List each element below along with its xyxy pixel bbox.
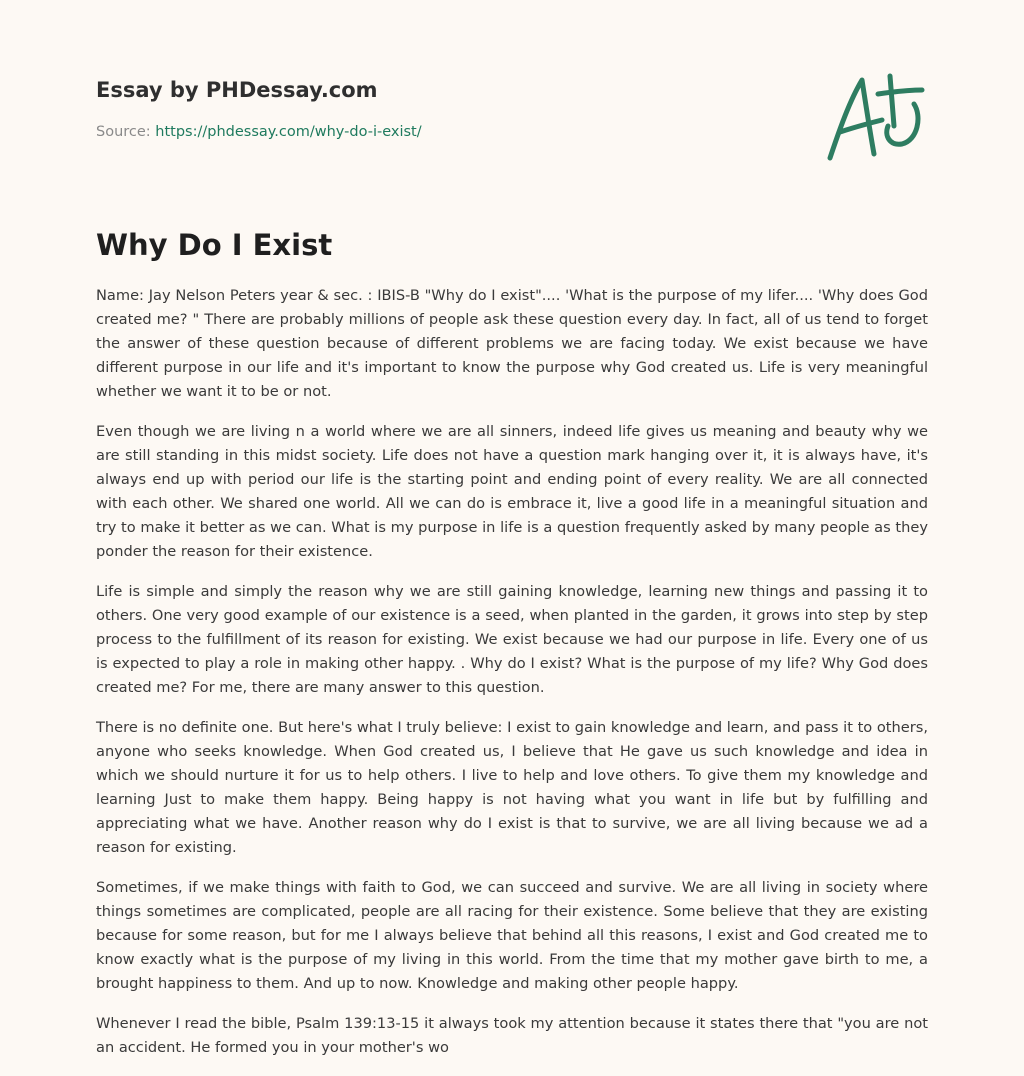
source-line	[96, 124, 422, 140]
essay-paragraph: Even though we are living n a world where we are all sinners, indeed life gives us meaning and beauty why we are still standing in this midst society. Life does not have a question mark hanging over it, it is always have, it's always end up with period our life is the starting point and ending point of every reality. We are all connected with each other. We shared one world. All we can do is embrace it, live a good life in a meaningful situation and try to make it better as we can. What is my purpose in life is a question frequently asked by many people as they ponder the reason for their existence.	[96, 423, 928, 560]
essay-body	[96, 284, 928, 1076]
essay-header	[96, 76, 928, 140]
essay-paragraph: Sometimes, if we make things with faith to God, we can succeed and survive. We are all living in society where things sometimes are complicated, people are all racing for their existence. Some believe that they are existing because for some reason, but for me I always believe that behind all this reasons, I exist and God created me to know exactly what is the purpose of my living in this world. From the time that my mother gave birth to me, a brought happiness to them. And up to now. Knowledge and making other people happy.	[96, 879, 928, 992]
essay-paragraph: Name: Jay Nelson Peters year & sec. : IBIS-B "Why do I exist".... 'What is the purpose of my lifer.... 'Why does God created me? " There are probably millions of people ask these question every day. In fact, all of us tend to forget the answer of these question because of different problems we are facing today. We exist because we have different purpose in our life and it's important to know the purpose why God created us. Life is very meaningful whether we want it to be or not.	[96, 287, 928, 400]
essay-paragraph: Life is simple and simply the reason why we are still gaining knowledge, learning new things and passing it to others. One very good example of our existence is a seed, when planted in the garden, it grows into step by step process to the fulfillment of its reason for existing. We exist because we had our purpose in life. Every one of us is expected to play a role in making other happy. . Why do I exist? What is the purpose of my life? Why God does created me? For me, there are many answer to this question.	[96, 583, 928, 696]
a-plus-logo-icon	[818, 66, 934, 166]
brand-title: Essay by PHDessay.com	[96, 78, 378, 102]
essay-title: Why Do I Exist	[96, 228, 333, 262]
source-link[interactable]: https://phdessay.com/why-do-i-exist/	[155, 124, 422, 140]
source-label: Source:	[96, 124, 151, 140]
essay-paragraph: There is no definite one. But here's what I truly believe: I exist to gain knowledge and learn, and pass it to others, anyone who seeks knowledge. When God created us, I believe that He gave us such knowledge and idea in which we should nurture it for us to help others. I live to help and love others. To give them my knowledge and learning Just to make them happy. Being happy is not having what you want in life but by fulfilling and appreciating what we have. Another reason why do I exist is that to survive, we are all living because we ad a reason for existing.	[96, 719, 928, 856]
essay-paragraph: Whenever I read the bible, Psalm 139:13-15 it always took my attention because it states there that "you are not an accident. He formed you in your mother's wo	[96, 1015, 928, 1056]
